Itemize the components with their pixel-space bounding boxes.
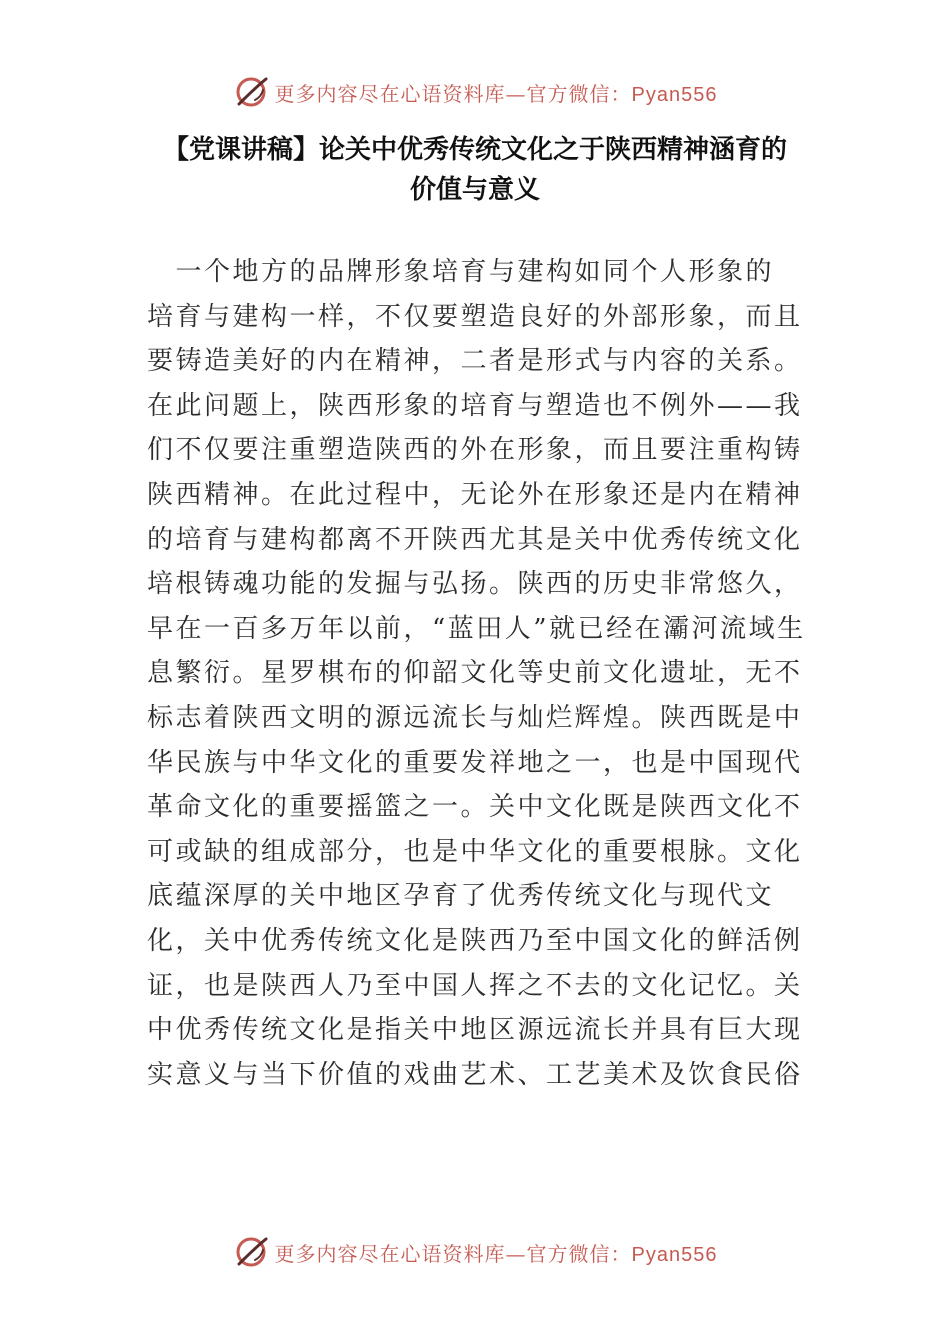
body-line: 培育与建构一样，不仅要塑造良好的外部形象，而且	[147, 301, 803, 332]
body-line: 要铸造美好的内在精神，二者是形式与内容的关系。	[147, 346, 803, 377]
circle-swoosh-logo-icon	[233, 1234, 269, 1270]
header-wechat-id: Pyan556	[631, 83, 718, 106]
body-line: 中优秀传统文化是指关中地区源远流长并具有巨大现	[147, 1015, 803, 1046]
body-line: 可或缺的组成部分，也是中华文化的重要根脉。文化	[147, 836, 803, 867]
body-line: 培根铸魂功能的发掘与弘扬。陕西的历史非常悠久，	[147, 569, 803, 600]
circle-swoosh-logo-icon	[233, 74, 269, 110]
title-line-1: 【党课讲稿】论关中优秀传统文化之于陕西精神涵育的	[162, 135, 787, 165]
document-body	[147, 250, 807, 1097]
body-line: 证，也是陕西人乃至中国人挥之不去的文化记忆。关	[147, 970, 803, 1001]
body-line: 在此问题上，陕西形象的培育与塑造也不例外——我	[147, 390, 803, 421]
body-line: 华民族与中华文化的重要发祥地之一，也是中国现代	[147, 747, 803, 778]
title-line-2: 价值与意义	[409, 175, 540, 205]
header-banner	[0, 72, 950, 112]
body-line: 实意义与当下价值的戏曲艺术、工艺美术及饮食民俗	[147, 1059, 803, 1090]
body-line: 息繁衍。星罗棋布的仰韶文化等史前文化遗址，无不	[147, 658, 803, 689]
footer-banner-text	[275, 1238, 718, 1267]
body-line: 底蕴深厚的关中地区孕育了优秀传统文化与现代文	[147, 881, 775, 912]
body-line: 陕西精神。在此过程中，无论外在形象还是内在精神	[147, 479, 803, 510]
body-line: 的培育与建构都离不开陕西尤其是关中优秀传统文化	[147, 524, 803, 555]
footer-banner-label: 更多内容尽在心语资料库—官方微信：	[274, 1241, 632, 1266]
body-line: 革命文化的重要摇篮之一。关中文化既是陕西文化不	[147, 792, 803, 823]
footer-wechat-id: Pyan556	[631, 1243, 718, 1266]
body-line: 们不仅要注重塑造陕西的外在形象，而且要注重构铸	[147, 435, 803, 466]
header-banner-label: 更多内容尽在心语资料库—官方微信：	[274, 81, 632, 106]
body-line: 早在一百多万年以前，“蓝田人”就已经在灞河流域生	[147, 613, 806, 644]
body-line: 一个地方的品牌形象培育与建构如同个人形象的	[147, 257, 775, 287]
body-line: 标志着陕西文明的源远流长与灿烂辉煌。陕西既是中	[147, 702, 803, 733]
footer-banner	[0, 1232, 950, 1272]
body-line: 化，关中优秀传统文化是陕西乃至中国文化的鲜活例	[147, 925, 803, 956]
header-banner-text	[275, 78, 718, 107]
document-title	[100, 130, 850, 210]
